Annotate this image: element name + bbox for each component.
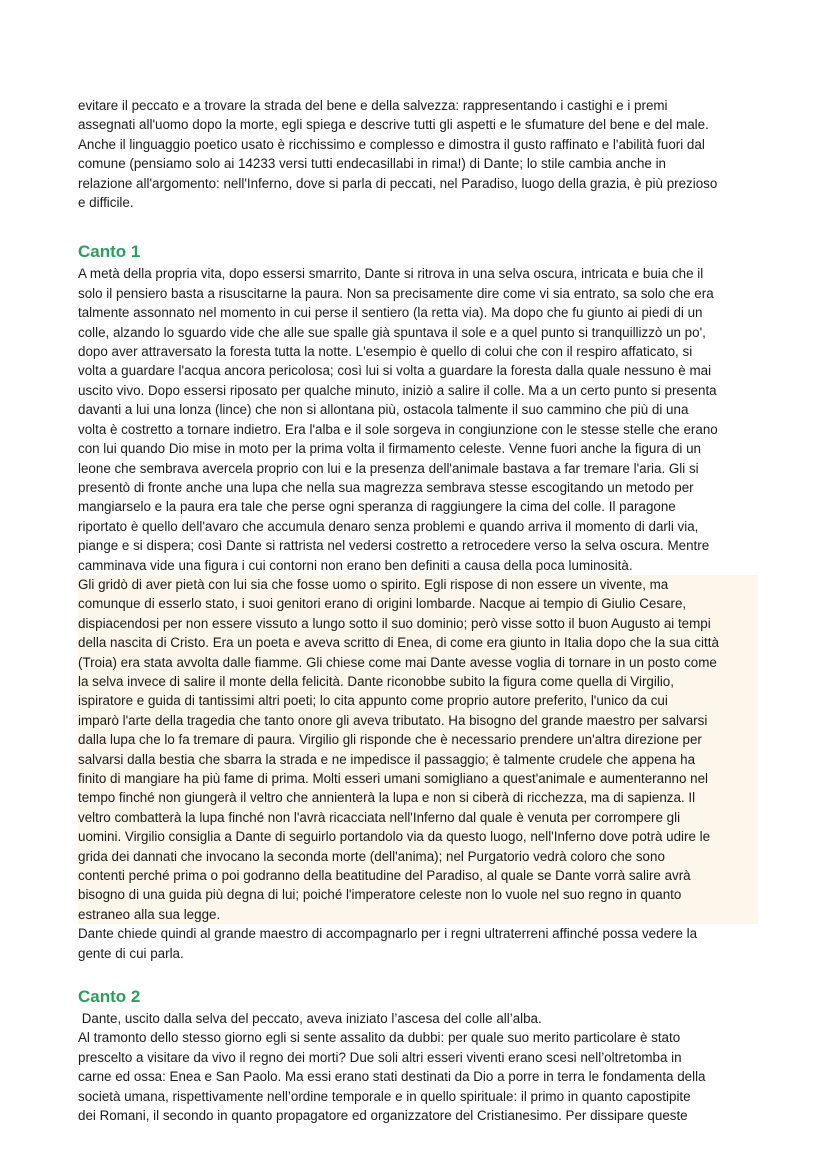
text-line: e difficile. bbox=[78, 195, 134, 211]
text-line: Al tramonto dello stesso giorno egli si sente assalito da dubbi: per quale suo merito particolare è stato bbox=[78, 1030, 681, 1046]
text-line: solo il pensiero basta a risuscitarne la paura. Non sa precisamente dire come vi sia entrato, sa solo che era bbox=[78, 285, 714, 301]
text-line: dei Romani, il secondo in quanto propagatore ed organizzatore del Cristianesimo. Per dissipare queste bbox=[78, 1108, 688, 1124]
text-line: imparò l'arte della tragedia che tanto onore gli aveva tributato. Ha bisogno del grande maestro per salvarsi bbox=[78, 712, 708, 728]
text-line: volta a guardare l'acqua ancora pericolosa; così lui si volta a guardare la foresta dalla quale nessuno è mai bbox=[78, 363, 712, 379]
text-line: carne ed ossa: Enea e San Paolo. Ma essi erano stati destinati da Dio a porre in terra le fondamenta della bbox=[78, 1069, 706, 1085]
text-line: comunque di esserlo stato, i suoi genitori erano di origini lombarde. Nacque ai tempio di Giulio Cesare, bbox=[78, 596, 687, 612]
text-line: volta è costretto a tornare indietro. Era l'alba e il sole sorgeva in congiunzione con le stesse stelle che erano bbox=[78, 421, 718, 437]
text-line: della nascita di Cristo. Era un poeta e aveva scritto di Enea, di come era giunto in Italia dopo che la sua città bbox=[78, 635, 719, 651]
text-line: leone che sembrava avercela proprio con lui e la presenza dell'animale bastava a far tremare l'aria. Gli si bbox=[78, 460, 699, 476]
text-line: uomini. Virgilio consiglia a Dante di seguirlo portandolo via da questo luogo, nell'Inferno dove potrà udire le bbox=[78, 829, 711, 845]
canto-1-paragraph bbox=[78, 264, 758, 575]
text-line: talmente assonnato nel momento in cui perse il sentiero (la retta via). Ma dopo che fu giunto ai piedi di un bbox=[78, 305, 703, 321]
text-line: dopo aver attraversato la foresta tutta la notte. L'esempio è quello di colui che con il respiro affaticato, si bbox=[78, 344, 693, 360]
canto-1-closing-paragraph bbox=[78, 924, 758, 963]
text-line: dispiacendosi per non essere vissuto a lungo sotto il suo dominio; però visse sotto il buon Augusto ai tempi bbox=[78, 615, 711, 631]
canto-1-highlighted-paragraph bbox=[78, 575, 758, 924]
text-line: dalla lupa che lo fa tremare di paura. Virgilio gli risponde che è necessario prendere un'altra direzione per bbox=[78, 732, 702, 748]
text-line: con lui quando Dio mise in moto per la prima volta il firmamento celeste. Venne fuori anche la figura di un bbox=[78, 441, 701, 457]
text-line: società umana, rispettivamente nell’ordine temporale e in quello spirituale: il primo in quanto capostipite bbox=[78, 1088, 691, 1104]
canto-2-paragraph bbox=[78, 1009, 758, 1125]
text-line: mangiarselo e la paura era tale che perse ogni speranza di raggiungere la cima del colle. Il paragone bbox=[78, 499, 676, 515]
intro-paragraph bbox=[78, 96, 758, 212]
text-line: prescelto a visitare da vivo il regno dei morti? Due soli altri esseri viventi erano scesi nell’oltretomba in bbox=[78, 1049, 682, 1065]
text-line: colle, alzando lo sguardo vide che alle sue spalle già spuntava il sole e a quel punto si tranquillizzò un po', bbox=[78, 324, 706, 340]
text-line: assegnati all'uomo dopo la morte, egli spiega e descrive tutti gli aspetti e le sfumature del bene e del male. bbox=[78, 117, 709, 133]
text-line: riportato è quello dell'avaro che accumula denaro senza problemi e quando arriva il momento di darli via, bbox=[78, 518, 699, 534]
text-line: tempo finché non giungerà il veltro che annienterà la lupa e non si ciberà di ricchezza, ma di sapienza. Il bbox=[78, 790, 696, 806]
text-line: grida dei dannati che invocano la seconda morte (dell'anima); nel Purgatorio vedrà coloro che sono bbox=[78, 848, 665, 864]
text-line: camminava vide una figura i cui contorni non erano ben definiti a causa della poca luminosità. bbox=[78, 557, 633, 573]
text-line: contenti perché prima o poi godranno della beatitudine del Paradiso, al quale se Dante vorrà salire avrà bbox=[78, 868, 691, 884]
text-line: gente di cui parla. bbox=[78, 945, 184, 961]
text-line: estraneo alla sua legge. bbox=[78, 906, 221, 922]
text-line: Anche il linguaggio poetico usato è ricchissimo e complesso e dimostra il gusto raffinato e l'abilità fuori dal bbox=[78, 136, 705, 152]
canto-1-heading: Canto 1 bbox=[78, 242, 141, 262]
text-line: salvarsi dalla bestia che sbarra la strada e ne impedisce il passaggio; è talmente crudele che appena ha bbox=[78, 751, 696, 767]
text-line: comune (pensiamo solo ai 14233 versi tutti endecasillabi in rima!) di Dante; lo stile cambia anche in bbox=[78, 156, 667, 172]
text-line: davanti a lui una lonza (lince) che non si allontana più, ostacola talmente il suo cammino che più di una bbox=[78, 402, 689, 418]
canto-2-heading: Canto 2 bbox=[78, 987, 141, 1007]
text-line: finito di mangiare ha più fame di prima. Molti esseri umani somigliano a quest'animale e aumenteranno nel bbox=[78, 771, 709, 786]
text-line: piange e si dispera; così Dante si rattrista nel vedersi costretto a retrocedere verso la selva oscura. Mentre bbox=[78, 538, 710, 554]
text-line: presentò di fronte anche una lupa che nella sua magrezza sembrava stesse escogitando un metodo per bbox=[78, 479, 694, 495]
text-line: veltro combatterà la lupa finché non l'avrà ricacciata nell'Inferno dal quale è venuta per corrompere gli bbox=[78, 809, 681, 825]
text-line: relazione all'argomento: nell'Inferno, dove si parla di peccati, nel Paradiso, luogo della grazia, è più prezioso bbox=[78, 175, 718, 191]
text-line: Gli gridò di aver pietà con lui sia che fosse uomo o spirito. Egli rispose di non essere un vivente, ma bbox=[78, 576, 669, 592]
text-line: evitare il peccato e a trovare la strada del bene e della salvezza: rappresentando i castighi e i premi bbox=[78, 98, 668, 113]
text-line: la selva invece di salire il monte della felicità. Dante riconobbe subito la figura come quella di Virgilio, bbox=[78, 673, 674, 689]
text-line: A metà della propria vita, dopo essersi smarrito, Dante si ritrova in una selva oscura, intricata e buia che il bbox=[78, 266, 704, 282]
text-line: bisogno di una guida più degna di lui; poiché l'imperatore celeste non lo vuole nel suo regno in quanto bbox=[78, 887, 682, 903]
text-line: uscito vivo. Dopo essersi riposato per qualche minuto, iniziò a salire il colle. Ma a un certo punto si presenta bbox=[78, 382, 717, 398]
text-line: Dante chiede quindi al grande maestro di accompagnarlo per i regni ultraterreni affinché possa vedere la bbox=[78, 926, 698, 942]
text-line: ispiratore e guida di tantissimi altri poeti; lo cita appunto come proprio autore preferito, l'unico da cui bbox=[78, 693, 668, 709]
text-line: Dante, uscito dalla selva del peccato, aveva iniziato l’ascesa del colle all’alba. bbox=[78, 1011, 542, 1027]
text-line: (Troia) era stata avvolta dalle fiamme. Gli chiese come mai Dante avesse voglia di tornare in un posto come bbox=[78, 654, 717, 670]
